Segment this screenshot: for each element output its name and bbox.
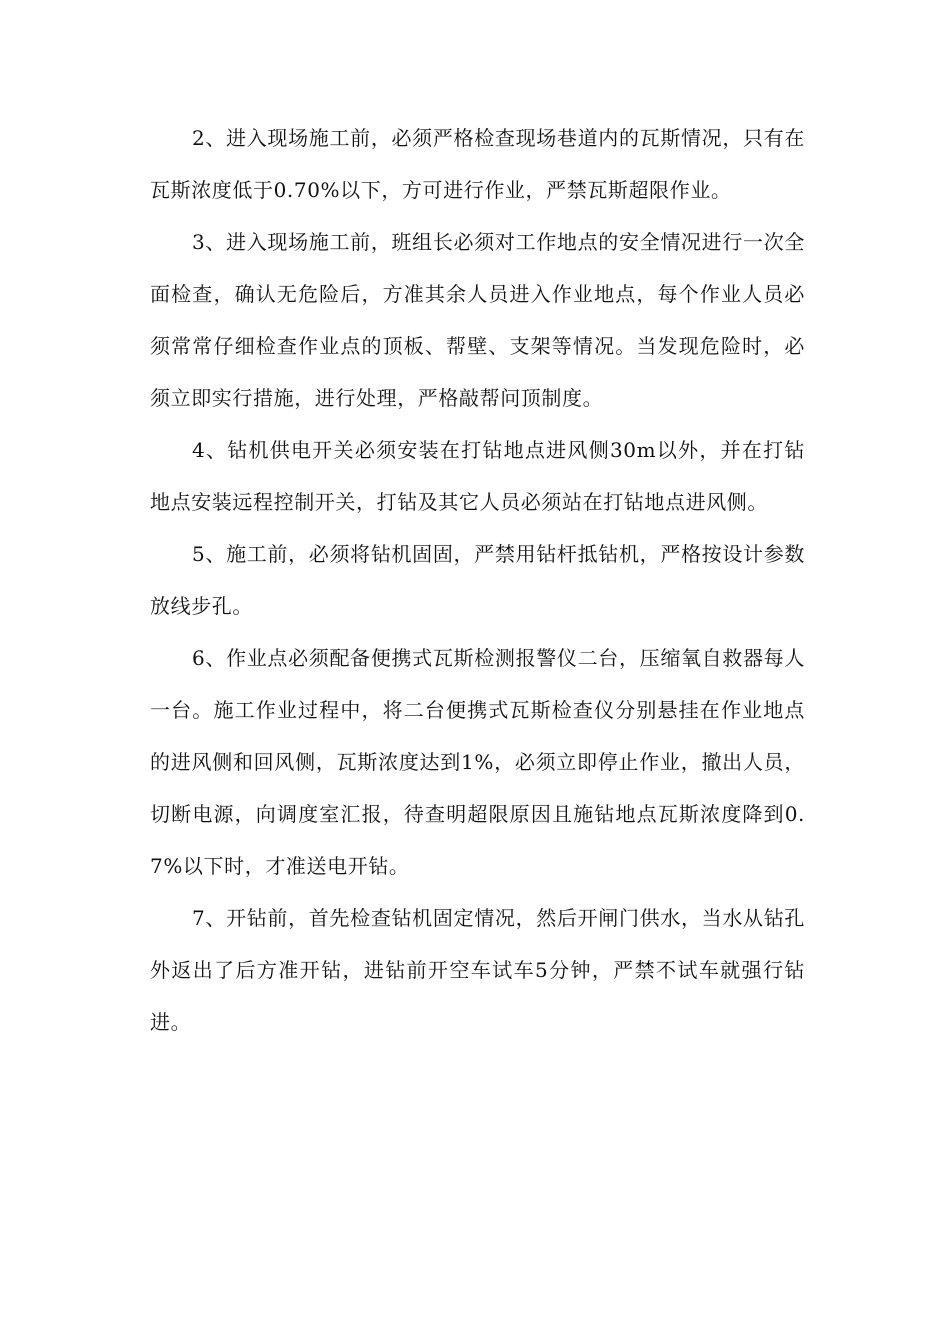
paragraph-item-3: 3、进入现场施工前，班组长必须对工作地点的安全情况进行一次全面检查，确认无危险后，方准其余人员进入作业地点，每个作业人员必须常常仔细检查作业点的顶板、帮壁、支架等情况。当发现危险时，必须立即实行措施，进行处理，严格敲帮问顶制度。: [150, 230, 805, 410]
paragraph-item-4: 4、钻机供电开关必须安装在打钻地点进风侧30m以外，并在打钻地点安装远程控制开关，打钻及其它人员必须站在打钻地点进风侧。: [150, 438, 805, 514]
paragraph-item-5: 5、施工前，必须将钻机固固，严禁用钻杆抵钻机，严格按设计参数放线步孔。: [150, 542, 805, 618]
document-body: [150, 112, 805, 1048]
paragraph-item-6: 6、作业点必须配备便携式瓦斯检测报警仪二台，压缩氧自救器每人一台。施工作业过程中，将二台便携式瓦斯检查仪分别悬挂在作业地点的进风侧和回风侧，瓦斯浓度达到1%，必须立即停止作业，撤出人员，切断电源，向调度室汇报，待查明超限原因且施钻地点瓦斯浓度降到0.7%以下时，才准送电开钻。: [150, 646, 805, 878]
paragraph-item-2: 2、进入现场施工前，必须严格检查现场巷道内的瓦斯情况，只有在瓦斯浓度低于0.70%以下，方可进行作业，严禁瓦斯超限作业。: [150, 126, 805, 202]
paragraph-item-7: 7、开钻前，首先检查钻机固定情况，然后开闸门供水，当水从钻孔外返出了后方准开钻，进钻前开空车试车5分钟，严禁不试车就强行钻进。: [150, 906, 805, 1034]
